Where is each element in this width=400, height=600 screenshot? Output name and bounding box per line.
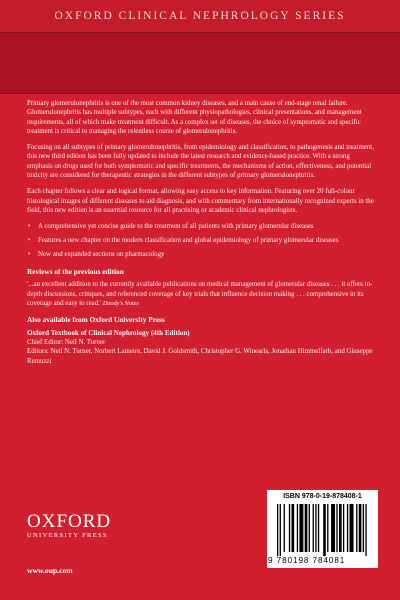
feature-item: • Features a new chapter on the modern classification and global epidemiology of primary glomerular diseases [27, 236, 377, 245]
review-quote [27, 280, 377, 308]
back-cover-text [27, 99, 377, 366]
barcode-digits: 9 780198 784081 [268, 556, 346, 565]
isbn-label: ISBN 978-0-19-878408-1 [283, 493, 362, 500]
publisher-website: www.oup.com [27, 566, 73, 575]
also-available-heading: Also available from Oxford University Press [27, 315, 165, 325]
description-paragraph-2: Focusing on all subtypes of primary glomerulonephritis, from epidemiology and classification, to pathogenesis and treatment, this new third edition has been fully updated to include the latest research and evidence-based practice. With a strong emphasis on drugs used for both symptomatic and specific treatments, the mechanisms of action, effectiveness, and potential toxicity are considered for therapeutic strategies in the different subtypes of primary glomerulonephritis. [27, 144, 374, 180]
barcode-icon [277, 504, 368, 556]
series-title: OXFORD CLINICAL NEPHROLOGY SERIES [54, 10, 346, 22]
reviews-heading: Reviews of the previous edition [27, 267, 124, 277]
oxford-logo [27, 512, 111, 540]
barcode-panel [267, 490, 378, 568]
related-book-chief-editor: Chief Editor: Neil N. Turner [27, 338, 106, 346]
feature-list [27, 222, 377, 259]
description-paragraph-1: Primary glomerulonephritis is one of the most common kidney diseases, and a main cause of end-stage renal failure. Glomerulonephritis has multiple subtypes, each with different physiopathologies, clinical presentations, and management requirements, all of which make treatment difficult. As a complex set of diseases, the choice of symptomatic and specific treatment is critical to managing the relentless course of glomerulonephritis. [27, 100, 362, 135]
related-book-editors: Editors: Neil N. Turner, Norbert Lameire, David J. Goldsmith, Christopher G. Winearls, Jonathan Himmelfarb, and Giuseppe Remuzzi [27, 348, 373, 365]
related-book-title: Oxford Textbook of Clinical Nephrology (4th Edition) [27, 328, 190, 337]
logo-main-text: OXFORD [27, 511, 112, 532]
feature-item: • A comprehensive yet concise guide to the treatment of all patients with primary glomerular diseases [27, 222, 377, 231]
review-source: Doody's Notes [102, 300, 139, 308]
feature-item: • New and expanded sections on pharmacology [27, 250, 377, 259]
related-book [27, 329, 377, 366]
series-banner [0, 0, 400, 32]
description-paragraph-3: Each chapter follows a clear and logical format, allowing easy access to key information. Featuring over 20 full-colour histological images of different diseases to aid diagnosis, and with commentary from internationally recognized experts in the field, this new edition is an essential resource for all practising or academic clinical nephrologists. [27, 188, 374, 214]
decorative-band [0, 32, 400, 94]
review-quote-text: '...an excellent addition to the currently available publications on medical management of glomerular diseases . . . it offers in-depth discussions, critiques, and referenced coverage of key trials that influence decision making . . . comprehensive in its coverage and easy to read.' [27, 281, 373, 308]
logo-sub-text: UNIVERSITY PRESS [27, 532, 108, 539]
